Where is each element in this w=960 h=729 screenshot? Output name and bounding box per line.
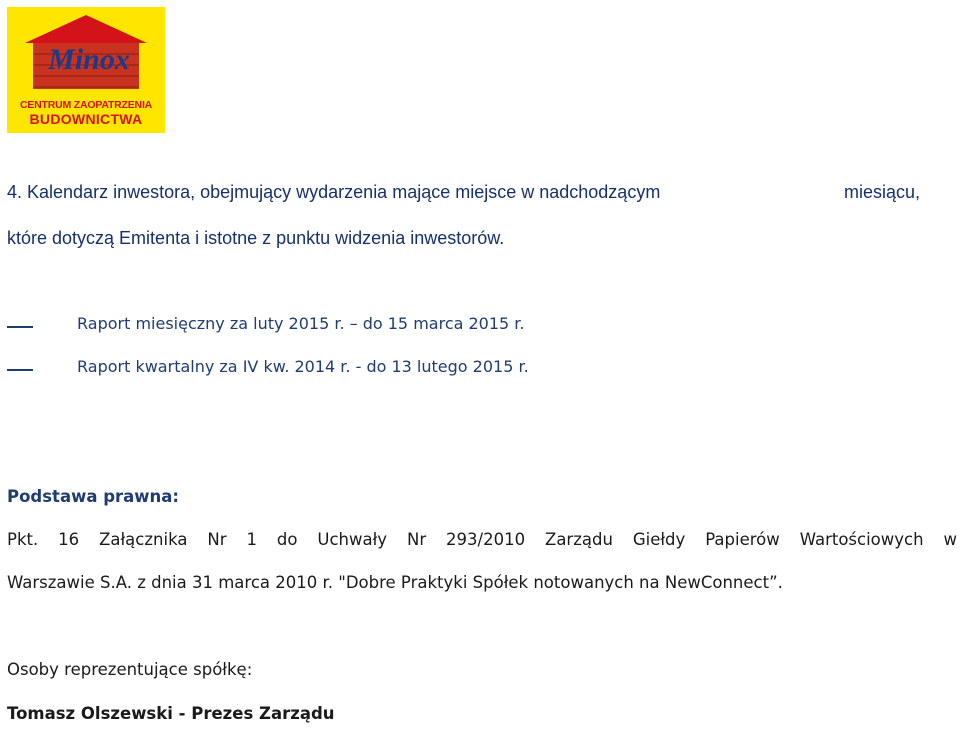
representatives-label: Osoby reprezentujące spółkę: [7, 660, 253, 679]
calendar-item: Raport kwartalny za IV kw. 2014 r. - do 13 lutego 2015 r. [77, 357, 529, 376]
section-heading: 4. Kalendarz inwestora, obejmujący wydarzenia mające miejsce w nadchodzącym [7, 182, 661, 202]
logo-brand-name: Minox [48, 43, 130, 76]
calendar-item: Raport miesięczny za luty 2015 r. – do 15 marca 2015 r. [77, 314, 525, 333]
logo-tagline-line1: CENTRUM ZAOPATRZENIA [19, 99, 153, 111]
company-logo [7, 7, 165, 133]
bullet-dash [7, 369, 33, 371]
legal-basis-title: Podstawa prawna: [7, 487, 180, 506]
section-heading-line2: które dotyczą Emitenta i istotne z punktu widzenia inwestorów. [7, 228, 505, 248]
legal-basis-text-line1: Pkt. 16 Załącznika Nr 1 do Uchwały Nr 293/2010 Zarządu Giełdy Papierów Wartościowych w [7, 530, 957, 549]
logo-tagline-line2: BUDOWNICTWA [29, 111, 143, 127]
representative-name: Tomasz Olszewski - Prezes Zarządu [7, 704, 335, 723]
section-heading-end: miesiącu, [844, 182, 921, 202]
bullet-dash [7, 326, 33, 328]
legal-basis-text-line2: Warszawie S.A. z dnia 31 marca 2010 r. "Dobre Praktyki Spółek notowanych na NewConnect”. [7, 573, 783, 592]
